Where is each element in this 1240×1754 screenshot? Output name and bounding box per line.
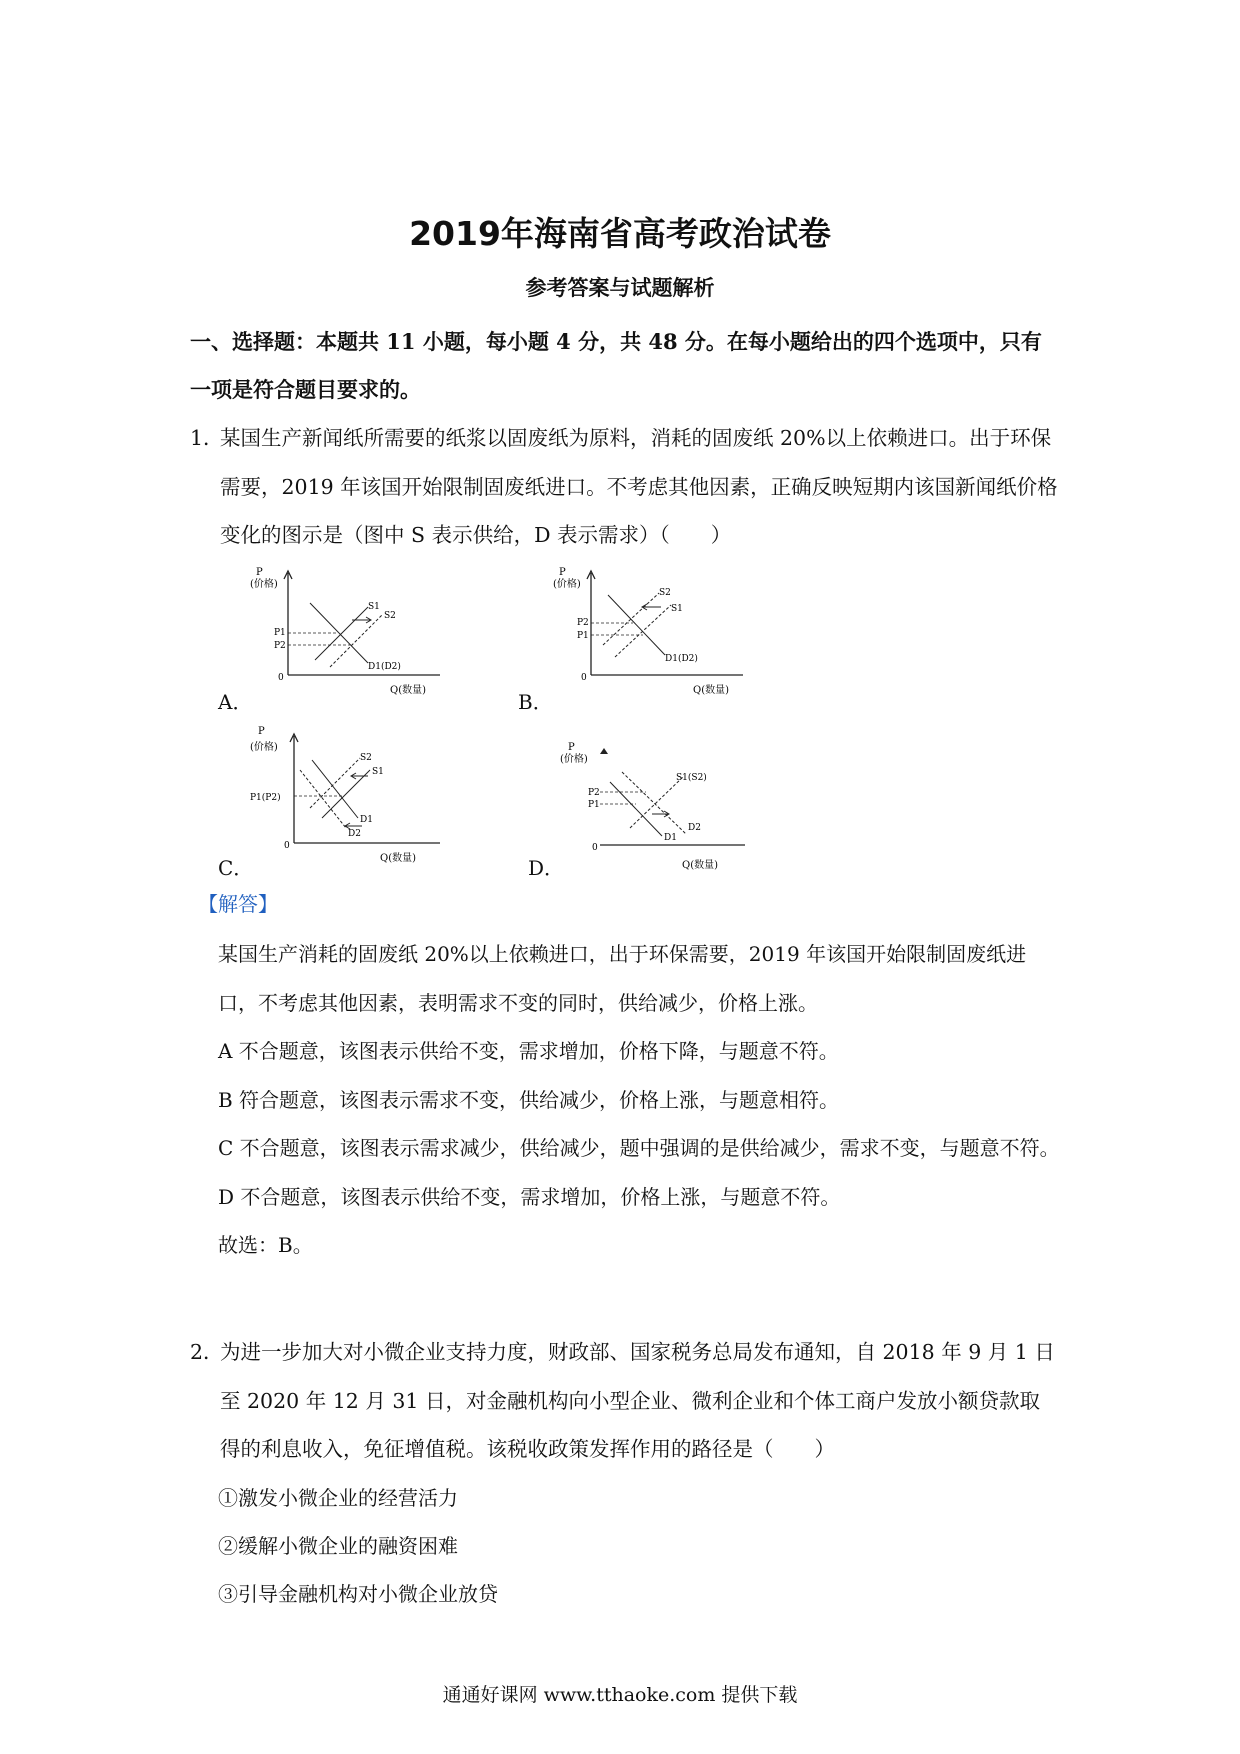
chart-d-label-d1: D1 [664, 833, 677, 843]
chart-c-label-s2: S2 [360, 753, 372, 763]
chart-d-s [630, 776, 684, 828]
analysis-line: A 不合题意，该图表示供给不变，需求增加，价格下降，与题意不符。 [218, 1039, 839, 1063]
analysis-line: 某国生产消耗的固废纸 20%以上依赖进口，出于环保需要，2019 年该国开始限制固废纸进口，不考虑其他因素，表明需求不变的同时，供给减少，价格上涨。 [218, 942, 1027, 1015]
chart-a-label-d: D1(D2) [368, 662, 401, 672]
option-a-label: A． [218, 690, 253, 714]
chart-a-y-unit: (价格) [250, 579, 278, 590]
chart-c-s1 [322, 770, 370, 818]
chart-c-s2 [310, 758, 360, 808]
chart-d-y-unit: (价格) [560, 754, 588, 765]
option-b-label: B． [518, 690, 553, 714]
chart-b-label-s1: S1 [671, 604, 683, 614]
chart-a-s2 [330, 615, 382, 667]
chart-b-label-d: D1(D2) [665, 654, 698, 664]
chart-d-origin: 0 [592, 843, 598, 853]
chart-a-label-p2: P2 [274, 641, 286, 651]
chart-a-origin: 0 [278, 673, 284, 683]
chart-d-x-axis-label: Q(数量) [682, 860, 719, 871]
chart-b-label-p2: P2 [577, 618, 589, 628]
list-item: ①激发小微企业的经营活力 [218, 1486, 458, 1510]
chart-c-x-axis-label: Q(数量) [380, 853, 417, 864]
chart-d-label-p2: P2 [588, 788, 600, 798]
chart-b-s1 [615, 605, 671, 657]
option-d-label: D． [528, 856, 565, 880]
question-2-items [218, 1474, 498, 1618]
chart-d-label-d2: D2 [688, 823, 701, 833]
chart-c-label-d2: D2 [348, 829, 361, 839]
chart-c-origin: 0 [284, 841, 290, 851]
chart-a-label-s1: S1 [368, 602, 380, 612]
chart-b-label-s2: S2 [659, 588, 671, 598]
chart-b-y-axis-label: P [559, 567, 566, 578]
analysis-line: B 符合题意，该图表示需求不变，供给减少，价格上涨，与题意相符。 [218, 1087, 840, 1112]
chart-d-label-s: S1(S2) [676, 773, 707, 783]
chart-b-d [608, 595, 665, 655]
option-c-label: C． [218, 856, 254, 880]
analysis-line: D 不合题意，该图表示供给不变，需求增加，价格上涨，与题意不符。 [218, 1184, 841, 1209]
chart-d-label-p1: P1 [588, 800, 600, 810]
chart-d [560, 740, 760, 875]
list-item: ②缓解小微企业的融资困难 [218, 1534, 458, 1558]
question-number: 2． [190, 1340, 224, 1364]
chart-c-label-p: P1(P2) [250, 793, 281, 803]
chart-c-label-d1: D1 [360, 815, 373, 825]
chart-a [250, 565, 450, 700]
section-heading: 一、选择题：本题共 11 小题，每小题 4 分，共 48 分。在每小题给出的四个选项中，只有一项是符合题目要求的。 [190, 329, 1042, 402]
question-text: 为进一步加大对小微企业支持力度，财政部、国家税务总局发布通知，自 2018 年 9 月 1 日至 2020 年 12 月 31 日，对金融机构向小型企业、微利企业和个体工商户发放小额贷款取得的利息收入，免征增值税。该税收政策发挥作用的路径是（ ） [220, 1340, 1055, 1461]
question-1 [190, 414, 1060, 560]
page-title: 2019年海南省高考政治试卷 [409, 214, 831, 253]
chart-a-label-s2: S2 [384, 611, 396, 621]
chart-a-x-axis-label: Q(数量) [390, 685, 427, 696]
chart-b-label-p1: P1 [577, 631, 589, 641]
chart-b-x-axis-label: Q(数量) [693, 685, 730, 696]
page-subtitle: 参考答案与试题解析 [525, 276, 715, 300]
question-2 [190, 1328, 1060, 1474]
chart-c [250, 728, 450, 866]
chart-a-s1 [315, 607, 368, 660]
question-text: 某国生产新闻纸所需要的纸浆以固废纸为原料，消耗的固废纸 20%以上依赖进口。出于环保需要，2019 年该国开始限制固废纸进口。不考虑其他因素，正确反映短期内该国新闻纸价格变化的图示是（图中 S 表示供给，D 表示需求）（ ） [220, 426, 1058, 547]
chart-b-origin: 0 [581, 673, 587, 683]
answer-label: 【解答】 [198, 892, 278, 916]
chart-a-y-axis-label: P [256, 567, 263, 578]
chart-b [553, 565, 753, 700]
question-number: 1． [190, 426, 224, 450]
chart-d-d1 [610, 782, 662, 836]
analysis-line: 故选：B。 [218, 1233, 313, 1257]
chart-c-label-s1: S1 [372, 767, 384, 777]
chart-b-y-unit: (价格) [553, 579, 581, 590]
answer-analysis [218, 930, 1063, 1270]
chart-d-y-axis-label: P [568, 742, 575, 753]
chart-c-y-unit: (价格) [250, 742, 278, 753]
chart-a-label-p1: P1 [274, 628, 286, 638]
list-item: ③引导金融机构对小微企业放贷 [218, 1582, 498, 1606]
analysis-line: C 不合题意，该图表示需求减少，供给减少，题中强调的是供给减少，需求不变，与题意不符。 [218, 1136, 1060, 1160]
page-footer: 通通好课网 www.tthaoke.com 提供下载 [442, 1684, 798, 1706]
chart-c-y-axis-label: P [258, 726, 265, 737]
